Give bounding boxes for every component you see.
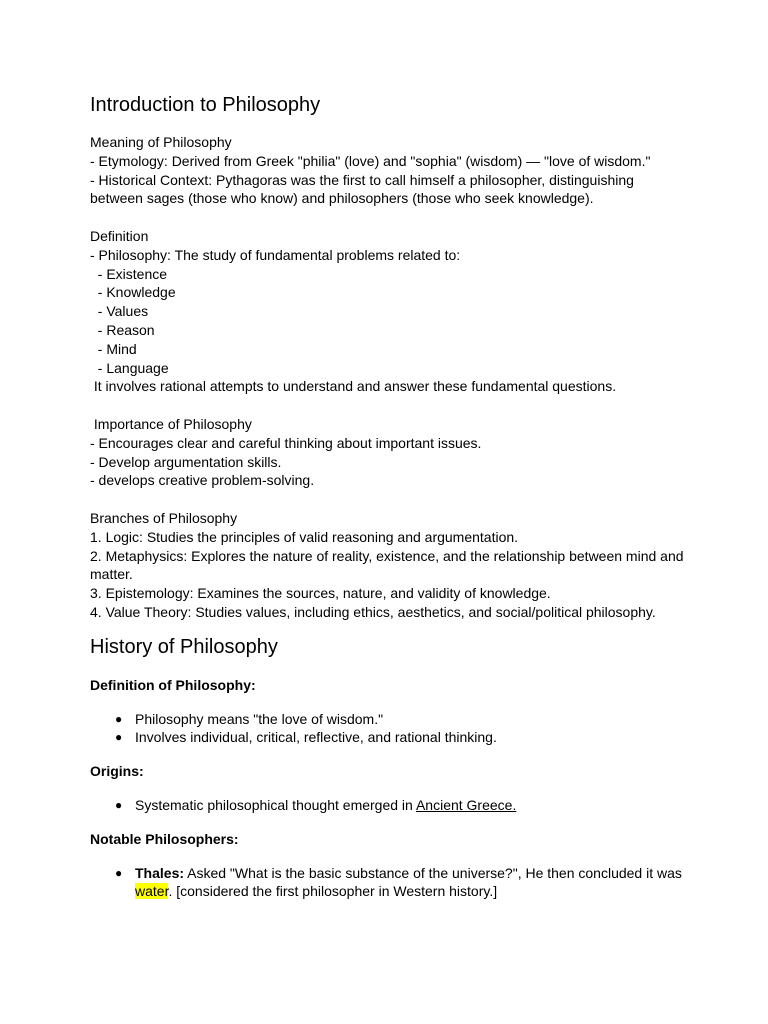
bullet-icon: ●: [115, 730, 123, 745]
definition-line: - Mind: [90, 340, 137, 357]
list-item: [90, 710, 690, 729]
importance-line: - Develop argumentation skills.: [90, 453, 282, 470]
highlighted-text: water: [135, 883, 169, 900]
definition-line: It involves rational attempts to understand and answer these fundamental questions.: [90, 378, 617, 395]
philosopher-text: . [considered the first philosopher in Western history.]: [168, 883, 498, 900]
branches-heading: Branches of Philosophy: [90, 509, 238, 526]
meaning-line: - Historical Context: Pythagoras was the first to call himself a philosopher, distinguishing: [90, 171, 634, 188]
definition-line: - Existence: [90, 265, 168, 282]
definition-list: [90, 710, 690, 748]
branches-line: 3. Epistemology: Examines the sources, nature, and validity of knowledge.: [90, 585, 551, 602]
branches-line: 1. Logic: Studies the principles of valid reasoning and argumentation.: [90, 528, 519, 545]
definition-line: - Reason: [90, 321, 155, 338]
origins-list: [90, 796, 690, 815]
branches-line: 4. Value Theory: Studies values, including ethics, aesthetics, and social/political philosophy.: [90, 603, 656, 620]
origins-heading: Origins:: [90, 763, 144, 780]
notable-philosophers-heading: Notable Philosophers:: [90, 830, 239, 847]
meaning-heading: Meaning of Philosophy: [90, 134, 232, 150]
definition-of-philosophy-heading: Definition of Philosophy:: [90, 676, 256, 693]
definition-line: - Knowledge: [90, 284, 176, 301]
list-item: [90, 728, 690, 747]
philosophers-list: [90, 864, 690, 902]
definition-line: - Philosophy: The study of fundamental problems related to:: [90, 246, 461, 263]
importance-heading: Importance of Philosophy: [90, 415, 252, 432]
bullet-icon: ●: [115, 865, 123, 880]
section-title: History of Philosophy: [90, 635, 278, 658]
list-item-text: Philosophy means "the love of wisdom.": [135, 710, 384, 727]
list-item: [90, 864, 690, 902]
importance-line: - develops creative problem-solving.: [90, 472, 315, 489]
meaning-line: - Etymology: Derived from Greek "philia" (love) and "sophia" (wisdom) — "love of wisdom.": [90, 152, 651, 169]
list-item: [90, 796, 690, 815]
definition-line: - Language: [90, 359, 169, 376]
bullet-icon: ●: [115, 711, 123, 726]
list-item-text: Involves individual, critical, reflective, and rational thinking.: [135, 729, 497, 746]
branches-line: 2. Metaphysics: Explores the nature of reality, existence, and the relationship between mind and: [90, 547, 684, 564]
importance-line: - Encourages clear and careful thinking about important issues.: [90, 434, 482, 451]
page-title: Introduction to Philosophy: [90, 94, 321, 116]
definition-line: - Values: [90, 303, 149, 320]
philosopher-name: Thales:: [135, 864, 185, 881]
meaning-line: between sages (those who know) and philosophers (those who seek knowledge).: [90, 190, 594, 207]
bullet-icon: ●: [115, 797, 123, 812]
definition-heading: Definition: [90, 227, 149, 244]
philosopher-text: Asked "What is the basic substance of the universe?", He then concluded it was: [184, 864, 682, 881]
branches-line: matter.: [90, 566, 133, 583]
ancient-greece-link[interactable]: Ancient Greece.: [415, 796, 517, 813]
document-content: [90, 90, 690, 916]
list-item-text: Systematic philosophical thought emerged in: [135, 796, 416, 813]
